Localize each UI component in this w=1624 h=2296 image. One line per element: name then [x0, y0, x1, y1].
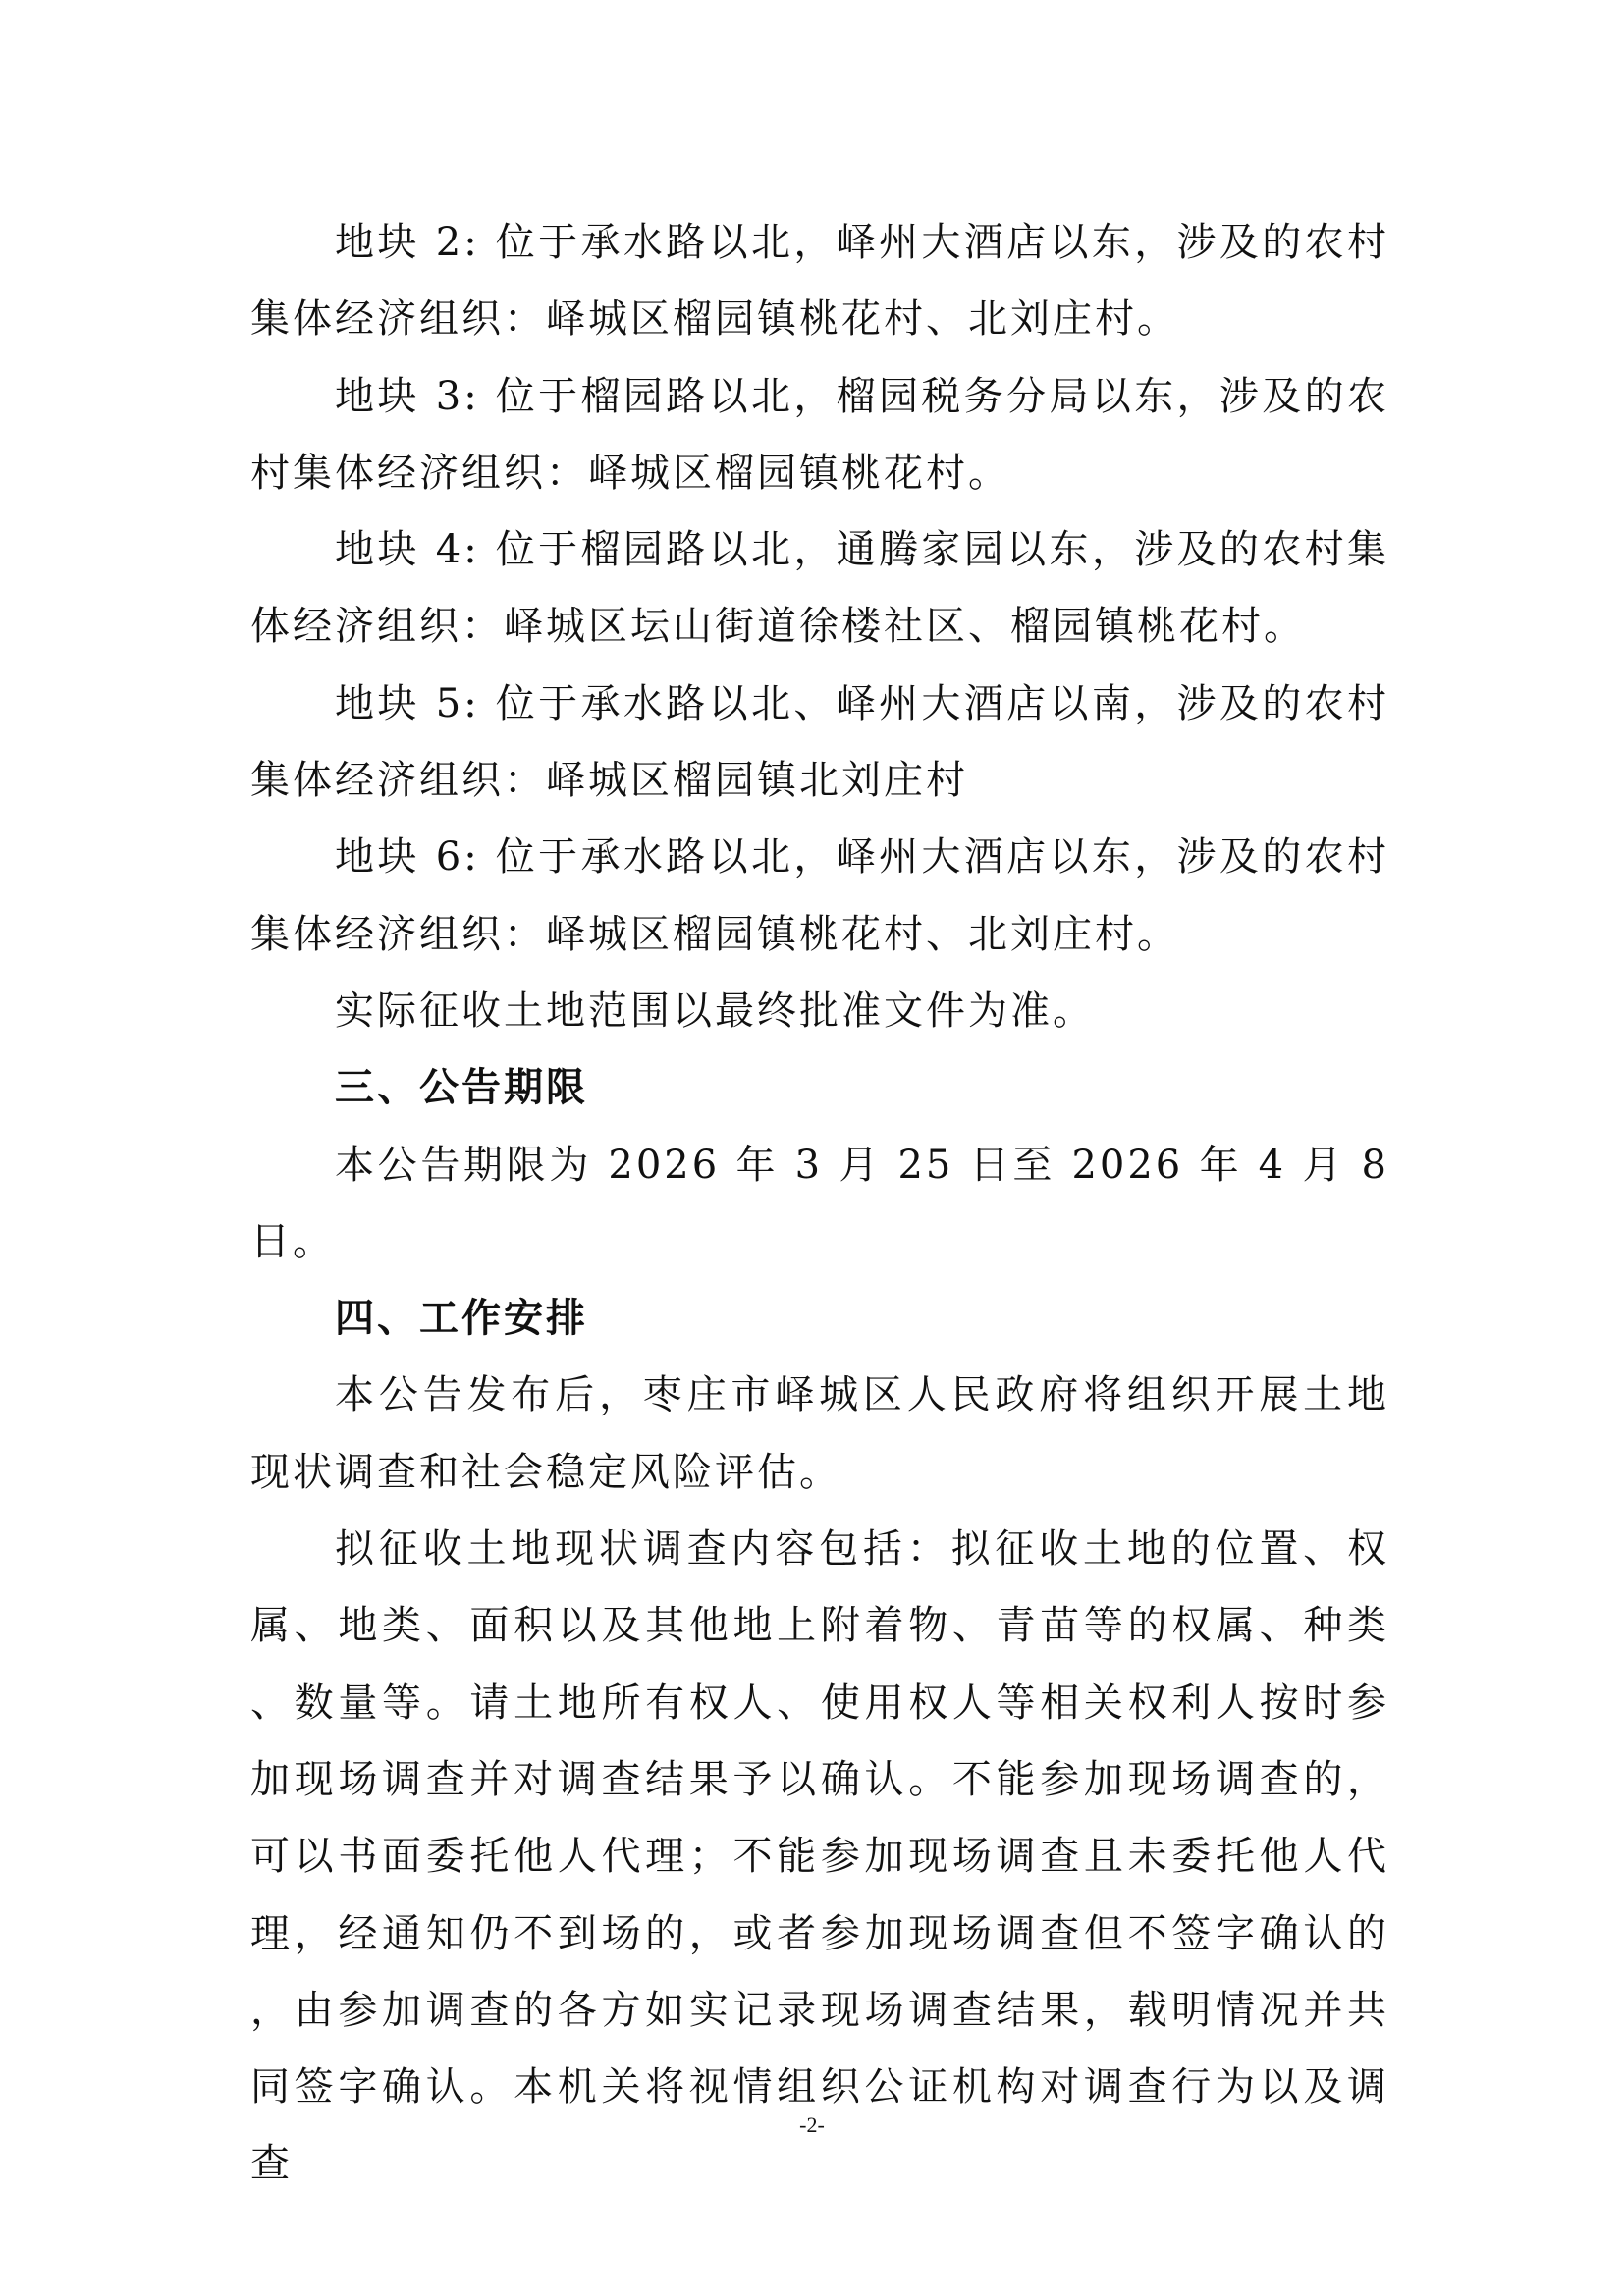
parcel-5-paragraph: 地块 5: 位于承水路以北、峄州大酒店以南，涉及的农村集体经济组织：峄城区榴园镇北刘庄村: [250, 680, 1389, 804]
parcel-6-paragraph: 地块 6: 位于承水路以北，峄州大酒店以东，涉及的农村集体经济组织：峄城区榴园镇桃花村、北刘庄村。: [250, 834, 1389, 957]
parcel-4-paragraph: 地块 4: 位于榴园路以北，通腾家园以东，涉及的农村集体经济组织：峄城区坛山街道徐楼社区、榴园镇桃花村。: [250, 527, 1389, 650]
page-number: -2-: [799, 2112, 825, 2137]
section-heading-announcement-period: 三、公告期限: [335, 1065, 588, 1111]
parcel-3-paragraph: 地块 3: 位于榴园路以北，榴园税务分局以东，涉及的农村集体经济组织：峄城区榴园镇桃花村。: [250, 373, 1389, 496]
survey-content-paragraph: 拟征收土地现状调查内容包括：拟征收土地的位置、权属、地类、面积以及其他地上附着物、青苗等的权属、种类、数量等。请土地所有权人、使用权人等相关权利人按时参加现场调查并对调查结果予以确认。不能参加现场调查的，可以书面委托他人代理；不能参加现场调查且未委托他人代理，经通知仍不到场的，或者参加现场调查但不签字确认的，由参加调查的各方如实记录现场调查结果，载明情况并共同签字确认。本机关将视情组织公证机构对调查行为以及调查: [250, 1526, 1389, 2187]
parcel-2-paragraph: 地块 2: 位于承水路以北，峄州大酒店以东，涉及的农村集体经济组织：峄城区榴园镇桃花村、北刘庄村。: [250, 220, 1389, 343]
scope-note-paragraph: 实际征收土地范围以最终批准文件为准。: [335, 988, 1095, 1034]
section-heading-work-arrangement: 四、工作安排: [335, 1296, 588, 1342]
document-body: [250, 204, 1389, 2203]
announcement-period-paragraph: 本公告期限为 2026 年 3 月 25 日至 2026 年 4 月 8 日。: [250, 1142, 1389, 1264]
work-arrangement-paragraph: 本公告发布后，枣庄市峄城区人民政府将组织开展土地现状调查和社会稳定风险评估。: [250, 1372, 1389, 1495]
